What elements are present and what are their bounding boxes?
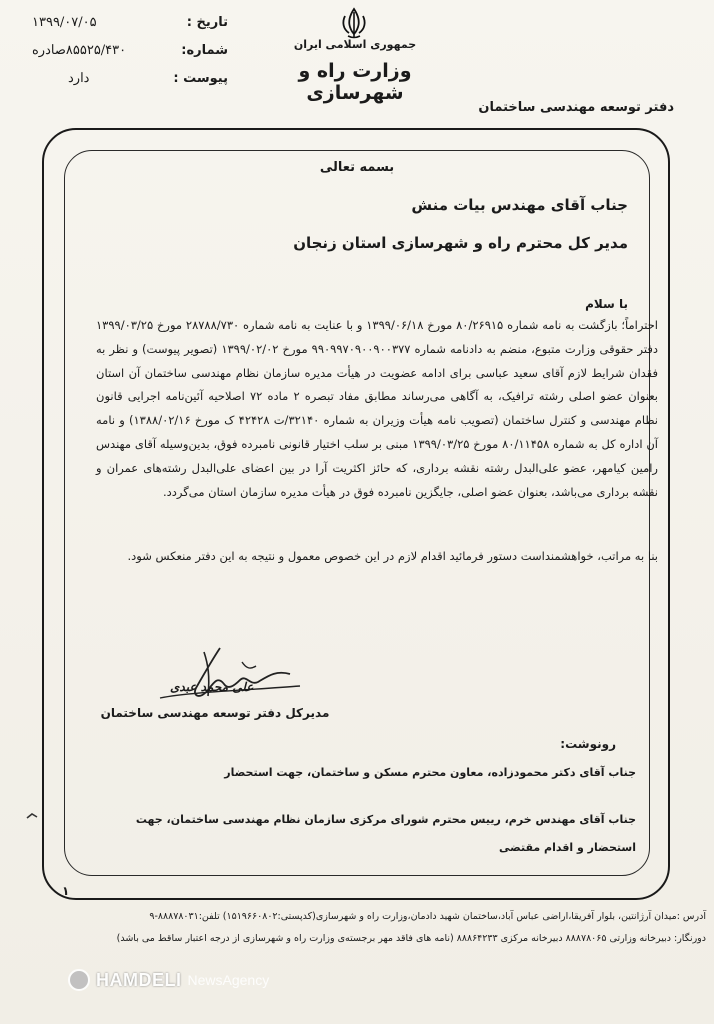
cc-label: رونوشت: — [560, 737, 616, 751]
cc-recipient-2: جناب آقای مهندس خرم، رییس محترم شورای مرکزی سازمان نظام مهندسی ساختمان، جهت استحضار و اقدام مقتضی — [135, 813, 636, 854]
number-row — [28, 36, 228, 64]
news-agency-watermark — [68, 967, 328, 993]
signature-block — [100, 640, 340, 740]
hamdeli-logo-icon — [68, 969, 90, 991]
header-meta — [28, 8, 228, 92]
footer-fax: دورنگار: دبیرخانه وزارتی ۸۸۸۷۸۰۶۵ دبیرخانه مرکزی ۸۸۸۶۴۲۳۳ (نامه های فاقد مهر برجسته‌ی وزارت راه و شهرسازی از درجه اعتبار ساقط می باشد) — [116, 933, 706, 944]
handwritten-signature — [100, 640, 340, 710]
office-name: دفتر توسعه مهندسی ساختمان — [478, 100, 674, 115]
greeting: با سلام — [585, 297, 628, 311]
attachment-value: دارد — [68, 70, 90, 86]
watermark-suffix: NewsAgency — [187, 972, 270, 988]
republic-name: جمهوری اسلامی ایران — [293, 38, 417, 51]
cc-recipient-1: جناب آقای دکتر محمودزاده، معاون محترم مسکن و ساختمان، جهت استحضار — [224, 766, 636, 779]
bismillah: بسمه تعالی — [319, 160, 395, 175]
signer-name: علی محمد عبدی — [170, 680, 254, 694]
number-label: شماره: — [181, 42, 228, 58]
recipient-name: جناب آقای مهندس بیات منش — [411, 196, 628, 214]
date-row — [28, 8, 228, 36]
date-label: تاریخ : — [186, 14, 228, 30]
date-value: ۱۳۹۹/۰۷/۰۵ — [32, 14, 97, 30]
recipient-title: مدیر کل محترم راه و شهرسازی استان زنجان — [293, 234, 628, 252]
pen-mark — [26, 812, 38, 820]
ministry-name: وزارت راه و شهرسازی — [298, 60, 412, 104]
footer-address: آدرس :میدان آرژانتین، بلوار آفریقا،اراضی عباس آباد،ساختمان شهید دادمان،وزارت راه و شهرسازی(کدپستی:۱۵۱۹۶۶۰۸۰۲) تلفن:۸۸۸۷۸۰۳۱-۹ — [149, 911, 706, 922]
iran-emblem-icon — [337, 6, 371, 40]
attachment-label: پیوست : — [173, 70, 228, 86]
attachment-row — [28, 64, 228, 92]
page-number: ۱ — [62, 884, 70, 898]
watermark-brand: HAMDELI — [96, 969, 182, 990]
letter-closing-paragraph: بنا به مراتب، خواهشمنداست دستور فرمائید اقدام لازم در این خصوص معمول و نتیجه به این دفتر منعکس شود. — [127, 549, 658, 563]
signer-title: مدیرکل دفتر توسعه مهندسی ساختمان — [100, 706, 330, 720]
letter-body-paragraph: احتراماً؛ بازگشت به نامه شماره ۸۰/۲۶۹۱۵ مورخ ۱۳۹۹/۰۶/۱۸ و با عنایت به نامه شماره ۲۸۷۸۸/۷۳۰ مورخ ۱۳۹۹/۰۳/۲۵ دفتر حقوقی وزارت متبوع، منضم به دادنامه شماره ۹۹۰۹۹۷۰۹۰۰۹۰۰۳۷۷ مورخ ۱۳۹۹/۰۲/۰۲ (تصویر پیوست) و نظر به فقدان شرایط لازم آقای سعید عباسی برای ادامه عضویت در هیأت مدیره سازمان نظام مهندسی ساختمان آن استان بعنوان عضو اصلی رشته ترافیک، به آگاهی می‌رساند مطابق مفاد تبصره ۲ ماده ۷۲ اصلاحیه آئین‌نامه اجرایی قانون نظام مهندسی و کنترل ساختمان (تصویب نامه هیأت وزیران به شماره ۳۲۱۴۰/ت ۴۲۴۲۸ ک مورخ ۱۳۸۸/۰۲/۱۶) و نامه آن اداره کل به شماره ۸۰/۱۱۴۵۸ مورخ ۱۳۹۹/۰۳/۲۵ مبنی بر سلب اختیار قانونی نامبرده فوق، بدین‌وسیله آقای مهندس رامین کیامهر، عضو علی‌البدل رشته نقشه برداری، که حائز اکثریت آرا در بین اعضای علی‌البدل رشته‌های عمران و نقشه برداری می‌باشد، بعنوان عضو اصلی، جایگزین نامبرده فوق در هیأت مدیره سازمان استان می‌گردد. — [96, 318, 659, 499]
number-value: ۸۵۵۲۵/۴۳۰صادره — [32, 42, 127, 58]
